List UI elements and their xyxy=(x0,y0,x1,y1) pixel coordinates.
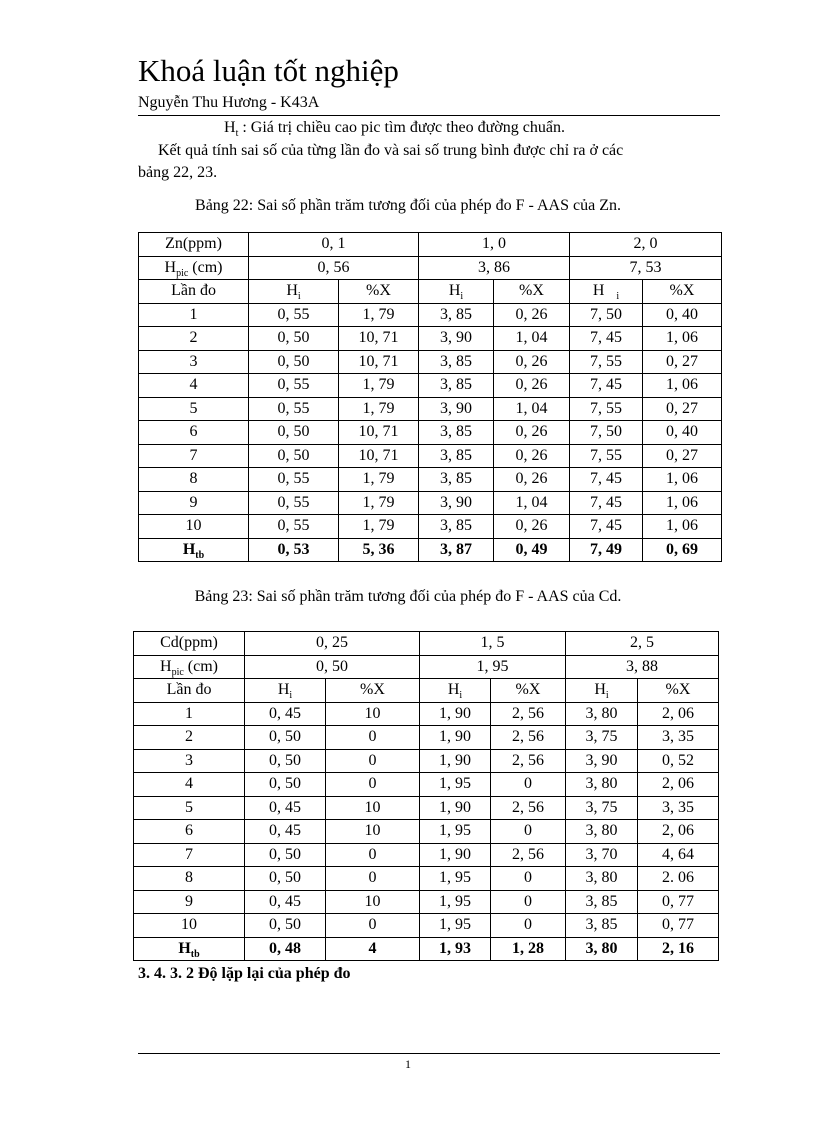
table-cell: 1, 95 xyxy=(420,820,491,844)
table-cell: 3, 85 xyxy=(419,303,494,327)
hpic-value: 0, 56 xyxy=(249,256,419,280)
hi-header: $H_i$ xyxy=(420,679,491,703)
table-row xyxy=(134,867,719,891)
run-number: 2 xyxy=(139,327,249,351)
hpic-value: 3, 86 xyxy=(419,256,570,280)
table-cell: 0 xyxy=(326,914,420,938)
conc-label: Cd(ppm) xyxy=(134,632,245,656)
table-cell: 0, 26 xyxy=(494,421,570,445)
table-cell: 0, 45 xyxy=(245,890,326,914)
section-heading: 3. 4. 3. 2 Độ lặp lại của phép đo xyxy=(138,965,351,982)
table-cell: 7, 50 xyxy=(570,303,643,327)
intro-paragraph-line-2: bảng 22, 23. xyxy=(138,164,218,181)
table-cell: 0 xyxy=(491,890,566,914)
table-cell: 0, 26 xyxy=(494,374,570,398)
table-cell: 0, 26 xyxy=(494,303,570,327)
run-number: 7 xyxy=(139,444,249,468)
table-row xyxy=(139,256,722,280)
table-cell: 0, 55 xyxy=(249,397,339,421)
percent-x-header: %X xyxy=(491,679,566,703)
intro-paragraph-line-1: Kết quả tính sai số của từng lần đo và sai số trung bình được chỉ ra ở các xyxy=(158,142,624,159)
run-number: 9 xyxy=(139,491,249,515)
table-cell: 0, 26 xyxy=(494,515,570,539)
table-cell: 1, 06 xyxy=(643,515,722,539)
avg-value: 3, 80 xyxy=(566,937,638,961)
table-cell: 0 xyxy=(326,773,420,797)
table-cell: 3, 85 xyxy=(566,914,638,938)
run-number: 8 xyxy=(139,468,249,492)
run-number: 8 xyxy=(134,867,245,891)
document-title: Khoá luận tốt nghiệp xyxy=(138,53,399,88)
hpic-value: 1, 95 xyxy=(420,655,566,679)
table-cell: 2, 56 xyxy=(491,796,566,820)
table-cell: 0, 50 xyxy=(249,421,339,445)
table-cell: 3, 75 xyxy=(566,726,638,750)
table-row xyxy=(139,491,722,515)
avg-value: 0, 48 xyxy=(245,937,326,961)
table-cell: 1, 04 xyxy=(494,327,570,351)
table-row xyxy=(134,655,719,679)
table-cell: 0, 50 xyxy=(245,843,326,867)
table-cell: 7, 55 xyxy=(570,397,643,421)
avg-value: 7, 49 xyxy=(570,538,643,562)
table-cell: 3, 70 xyxy=(566,843,638,867)
table-cell: 2, 06 xyxy=(638,773,719,797)
hi-header: $H_i$ xyxy=(245,679,326,703)
table-row xyxy=(139,444,722,468)
table-cell: 0, 27 xyxy=(643,444,722,468)
table-cell: 0, 55 xyxy=(249,491,339,515)
run-number: 5 xyxy=(139,397,249,421)
table-row xyxy=(134,726,719,750)
table-cell: 0, 27 xyxy=(643,350,722,374)
table-cell: 0 xyxy=(326,843,420,867)
table-cell: 1, 95 xyxy=(420,773,491,797)
table-cell: 1, 95 xyxy=(420,890,491,914)
table-row xyxy=(139,303,722,327)
table-cell: 7, 45 xyxy=(570,515,643,539)
table-cell: 0 xyxy=(491,773,566,797)
table-cell: 3, 90 xyxy=(566,749,638,773)
ht-symbol: H xyxy=(224,119,236,136)
hi-header: $H_i$ xyxy=(566,679,638,703)
hi-header: H $_i$ xyxy=(570,280,643,304)
avg-value: 4 xyxy=(326,937,420,961)
table-cell: 3, 35 xyxy=(638,796,719,820)
table-cell: 10 xyxy=(326,702,420,726)
run-number: 1 xyxy=(139,303,249,327)
table-22-caption: Bảng 22: Sai số phần trăm tương đối của phép đo F - AAS của Zn. xyxy=(195,197,621,214)
table-cell: 0, 26 xyxy=(494,350,570,374)
table-cell: 1, 90 xyxy=(420,796,491,820)
table-cell: 0, 50 xyxy=(245,867,326,891)
table-cell: 3, 90 xyxy=(419,491,494,515)
avg-value: 1, 28 xyxy=(491,937,566,961)
table-row xyxy=(134,632,719,656)
conc-value: 1, 0 xyxy=(419,233,570,257)
run-number: 6 xyxy=(134,820,245,844)
table-row xyxy=(134,843,719,867)
hpic-label: $H_{pic}$ (cm) xyxy=(139,256,249,280)
run-number: 4 xyxy=(139,374,249,398)
table-cell: 0, 77 xyxy=(638,890,719,914)
avg-value: 2, 16 xyxy=(638,937,719,961)
table-cell: 1, 79 xyxy=(339,515,419,539)
hpic-value: 7, 53 xyxy=(570,256,722,280)
table-cell: 3, 85 xyxy=(419,374,494,398)
table-cell: 3, 35 xyxy=(638,726,719,750)
run-number: 9 xyxy=(134,890,245,914)
table-cell: 3, 80 xyxy=(566,867,638,891)
table-cell: 3, 80 xyxy=(566,820,638,844)
table-cell: 0 xyxy=(491,867,566,891)
percent-x-header: %X xyxy=(643,280,722,304)
avg-value: 3, 87 xyxy=(419,538,494,562)
run-number: 3 xyxy=(139,350,249,374)
avg-value: 0, 69 xyxy=(643,538,722,562)
percent-x-header: %X xyxy=(326,679,420,703)
table-cell: 2. 06 xyxy=(638,867,719,891)
percent-x-header: %X xyxy=(638,679,719,703)
table-row xyxy=(134,914,719,938)
table-row xyxy=(139,233,722,257)
table-cell: 0, 50 xyxy=(249,350,339,374)
page-number: 1 xyxy=(405,1057,411,1071)
table-cell: 3, 85 xyxy=(566,890,638,914)
document-header xyxy=(138,52,720,113)
run-number: 7 xyxy=(134,843,245,867)
table-cell: 3, 85 xyxy=(419,421,494,445)
table-row xyxy=(139,515,722,539)
table-cell: 0, 45 xyxy=(245,796,326,820)
table-cell: 0, 50 xyxy=(245,726,326,750)
ht-description: : Giá trị chiều cao pic tìm được theo đường chuẩn. xyxy=(238,119,565,136)
avg-value: 0, 53 xyxy=(249,538,339,562)
table-cell: 0 xyxy=(326,749,420,773)
run-number: 3 xyxy=(134,749,245,773)
table-cell: 3, 90 xyxy=(419,327,494,351)
table-row xyxy=(139,280,722,304)
run-number: 6 xyxy=(139,421,249,445)
table-cell: 3, 85 xyxy=(419,444,494,468)
table-cell: 1, 90 xyxy=(420,702,491,726)
table-cell: 0, 50 xyxy=(245,914,326,938)
avg-value: 1, 93 xyxy=(420,937,491,961)
table-cell: 0 xyxy=(326,726,420,750)
conc-value: 2, 5 xyxy=(566,632,719,656)
table-cell: 3, 85 xyxy=(419,468,494,492)
table-cell: 0, 40 xyxy=(643,421,722,445)
table-row xyxy=(139,538,722,562)
table-cell: 0, 55 xyxy=(249,374,339,398)
conc-label: Zn(ppm) xyxy=(139,233,249,257)
table-cell: 3, 85 xyxy=(419,515,494,539)
table-row xyxy=(139,397,722,421)
table-cell: 0, 26 xyxy=(494,468,570,492)
table-cell: 7, 50 xyxy=(570,421,643,445)
table-row xyxy=(134,796,719,820)
table-cell: 10 xyxy=(326,890,420,914)
hi-header: $H_i$ xyxy=(249,280,339,304)
table-cell: 7, 55 xyxy=(570,444,643,468)
conc-value: 1, 5 xyxy=(420,632,566,656)
table-cell: 7, 45 xyxy=(570,374,643,398)
avg-value: 0, 49 xyxy=(494,538,570,562)
table-cell: 1, 90 xyxy=(420,843,491,867)
table-cell: 1, 79 xyxy=(339,491,419,515)
table-row xyxy=(139,421,722,445)
document-author: Nguyễn Thu Hương - K43A xyxy=(138,94,320,111)
table-cell: 1, 79 xyxy=(339,374,419,398)
table-cell: 7, 55 xyxy=(570,350,643,374)
table-row xyxy=(134,820,719,844)
conc-value: 0, 25 xyxy=(245,632,420,656)
table-cell: 0, 50 xyxy=(249,327,339,351)
ht-subscript: t xyxy=(235,128,239,140)
percent-x-header: %X xyxy=(494,280,570,304)
table-cell: 10 xyxy=(326,820,420,844)
table-23-caption: Bảng 23: Sai số phần trăm tương đối của phép đo F - AAS của Cd. xyxy=(194,588,622,605)
table-row xyxy=(134,702,719,726)
table-row xyxy=(134,679,719,703)
table-cell: 2, 56 xyxy=(491,749,566,773)
hpic-label: $H_{pic}$ (cm) xyxy=(134,655,245,679)
table-cell: 1, 79 xyxy=(339,468,419,492)
run-number: 1 xyxy=(134,702,245,726)
table-cell: 10 xyxy=(326,796,420,820)
table-cell: 10, 71 xyxy=(339,350,419,374)
table-cell: 0, 52 xyxy=(638,749,719,773)
table-cell: 1, 95 xyxy=(420,914,491,938)
percent-x-header: %X xyxy=(339,280,419,304)
table-23 xyxy=(133,631,719,961)
table-cell: 0, 50 xyxy=(249,444,339,468)
avg-value: 5, 36 xyxy=(339,538,419,562)
table-cell: 4, 64 xyxy=(638,843,719,867)
table-cell: 1, 04 xyxy=(494,397,570,421)
table-cell: 7, 45 xyxy=(570,327,643,351)
table-cell: 2, 56 xyxy=(491,726,566,750)
avg-label: $H_{tb}$ xyxy=(139,538,249,562)
table-cell: 0, 77 xyxy=(638,914,719,938)
run-number: 4 xyxy=(134,773,245,797)
table-cell: 2, 56 xyxy=(491,843,566,867)
table-cell: 1, 06 xyxy=(643,491,722,515)
table-cell: 1, 06 xyxy=(643,374,722,398)
conc-value: 0, 1 xyxy=(249,233,419,257)
table-cell: 3, 90 xyxy=(419,397,494,421)
table-cell: 0, 55 xyxy=(249,468,339,492)
table-cell: 3, 80 xyxy=(566,702,638,726)
ht-definition xyxy=(224,117,565,139)
table-cell: 10, 71 xyxy=(339,444,419,468)
table-cell: 0 xyxy=(491,820,566,844)
table-cell: 10, 71 xyxy=(339,421,419,445)
run-number: 2 xyxy=(134,726,245,750)
table-cell: 0, 40 xyxy=(643,303,722,327)
table-cell: 1, 90 xyxy=(420,749,491,773)
table-cell: 7, 45 xyxy=(570,468,643,492)
header-divider xyxy=(138,115,720,116)
table-row xyxy=(139,374,722,398)
table-cell: 0 xyxy=(491,914,566,938)
table-row xyxy=(139,327,722,351)
table-cell: 1, 90 xyxy=(420,726,491,750)
hpic-value: 3, 88 xyxy=(566,655,719,679)
table-cell: 0, 45 xyxy=(245,820,326,844)
table-cell: 3, 75 xyxy=(566,796,638,820)
conc-value: 2, 0 xyxy=(570,233,722,257)
table-cell: 3, 80 xyxy=(566,773,638,797)
hi-header: $H_i$ xyxy=(419,280,494,304)
table-row xyxy=(134,890,719,914)
table-cell: 1, 06 xyxy=(643,327,722,351)
table-cell: 7, 45 xyxy=(570,491,643,515)
run-number: 5 xyxy=(134,796,245,820)
hpic-value: 0, 50 xyxy=(245,655,420,679)
footer-divider xyxy=(138,1053,720,1054)
table-row xyxy=(134,773,719,797)
table-row xyxy=(139,468,722,492)
table-cell: 0, 26 xyxy=(494,444,570,468)
table-cell: 3, 85 xyxy=(419,350,494,374)
avg-label: $H_{tb}$ xyxy=(134,937,245,961)
table-cell: 0, 27 xyxy=(643,397,722,421)
table-row xyxy=(134,937,719,961)
table-cell: 0, 50 xyxy=(245,773,326,797)
table-cell: 2, 56 xyxy=(491,702,566,726)
run-number: 10 xyxy=(139,515,249,539)
table-cell: 0, 55 xyxy=(249,515,339,539)
table-cell: 0, 50 xyxy=(245,749,326,773)
table-row xyxy=(134,749,719,773)
run-label: Lần đo xyxy=(134,679,245,703)
table-cell: 0 xyxy=(326,867,420,891)
table-cell: 2, 06 xyxy=(638,820,719,844)
table-cell: 1, 06 xyxy=(643,468,722,492)
table-row xyxy=(139,350,722,374)
table-cell: 1, 79 xyxy=(339,397,419,421)
table-22 xyxy=(138,232,722,562)
table-cell: 2, 06 xyxy=(638,702,719,726)
table-cell: 0, 45 xyxy=(245,702,326,726)
table-cell: 0, 55 xyxy=(249,303,339,327)
table-cell: 1, 04 xyxy=(494,491,570,515)
run-label: Lần đo xyxy=(139,280,249,304)
run-number: 10 xyxy=(134,914,245,938)
table-cell: 10, 71 xyxy=(339,327,419,351)
table-cell: 1, 95 xyxy=(420,867,491,891)
table-cell: 1, 79 xyxy=(339,303,419,327)
